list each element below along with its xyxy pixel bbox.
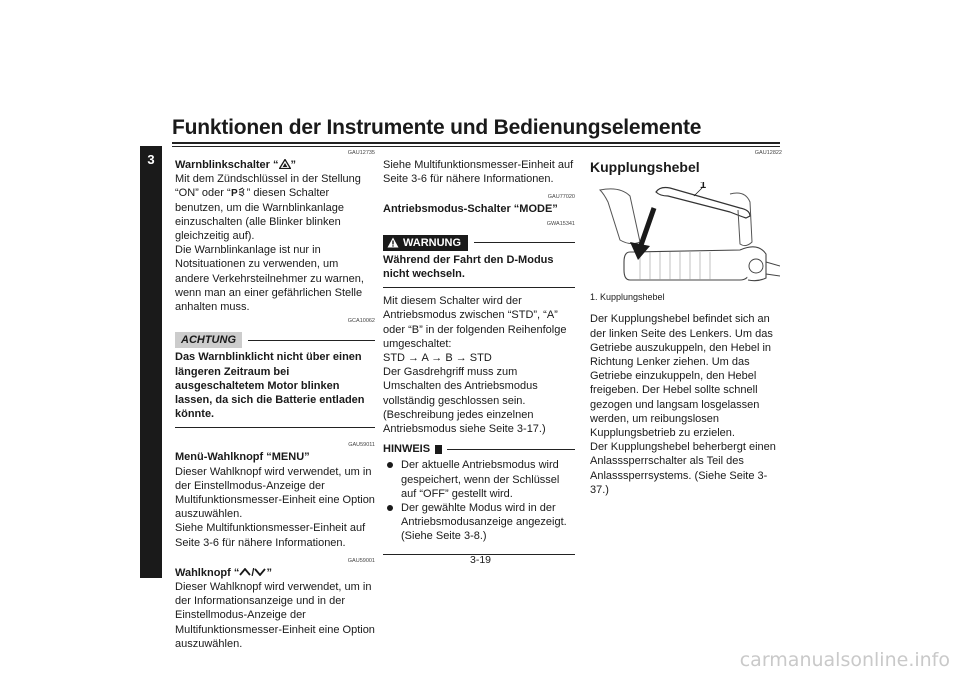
section-heading-selector (175, 566, 375, 580)
warnung-badge (383, 235, 468, 251)
warning-triangle-icon (387, 237, 399, 248)
clutch-lever-figure (590, 182, 780, 282)
paragraph: Siehe Multifunktionsmesser-Einheit auf Seite 3-6 für nähere Informationen. (383, 159, 574, 186)
text: ” diesen Schalter benutzen, um die Warnblinkanlage einzuschalten (alle Blinker blinken gleichzeitig auf). (175, 187, 344, 243)
achtung-text: Das Warnblinklicht nicht über einen längeren Zeitraum bei ausgeschaltetem Motor blinken lassen, da sich die Batterie entladen könnte. (175, 351, 365, 421)
figure-callout: 1 (700, 182, 707, 192)
paragraph: Die Warnblinkanlage ist nur in Notsituationen zu verwenden, um andere Verkehrsteilnehmer zu warnen, wenn man an einer gefährlichen Stelle anhalten muss. (175, 244, 364, 314)
column-1 (175, 150, 375, 651)
heading-text: ” (290, 159, 297, 171)
clutch-lever-illustration (590, 182, 780, 282)
paragraph: Mit diesem Schalter wird der Antriebsmodus zwischen “STD”, “A” oder “B” in der folgenden Reihenfolge umgeschaltet: (383, 295, 567, 350)
warnung-box-header (383, 235, 575, 251)
divider (383, 287, 575, 288)
paragraph: Siehe Multifunktionsmesser-Einheit auf Seite 3-6 für nähere Informationen. (175, 522, 366, 549)
paragraph: Der Kupplungshebel befindet sich an der linken Seite des Lenkers. Um das Getriebe auszukuppeln, den Hebel in Richtung Lenker ziehen. Um das Getriebe einzukuppeln, den Hebel freigeben. Der Hebel sollte schnell gezogen und langsam losgelassen werden, um reibungslosen Kupplungsbetrieb zu erzielen. (590, 313, 773, 440)
ref-code: GWA15341 (546, 220, 575, 227)
figure-caption: 1. Kupplungshebel (590, 292, 665, 303)
hinweis-label: HINWEIS (383, 443, 431, 456)
heading-text: Wahlknopf “ (175, 566, 240, 579)
ref-code: GAU59001 (347, 557, 375, 564)
column-2 (383, 158, 575, 561)
divider (474, 242, 575, 243)
heading-text: / (251, 566, 255, 579)
page-title: Funktionen der Instrumente und Bedienungselemente (172, 116, 702, 139)
ref-code: GCA10062 (347, 318, 375, 325)
divider (175, 427, 375, 428)
section-heading-clutch: Kupplungshebel (590, 159, 700, 175)
chevron-up-icon (239, 568, 251, 576)
section-heading-hazard (175, 158, 375, 172)
chevron-down-icon (254, 568, 266, 576)
paragraph: Der Kupplungshebel beherbergt einen Anlasssperrschalter als Teil des Anlasssperrsystems. (Siehe Seite 3-37.) (590, 441, 776, 496)
section-heading-mode: Antriebsmodus-Schalter “MODE” (383, 203, 558, 216)
parking-light-icon (231, 187, 247, 197)
hinweis-header (383, 442, 575, 456)
mode-sequence: STD → A → B → STD (383, 352, 492, 365)
paragraph: Der Gasdrehgriff muss zum Umschalten des Antriebsmodus vollständig geschlossen sein. (Beschreibung jedes einzelnen Antriebsmodus siehe Seite 3-17.) (383, 366, 546, 436)
header-rule-thin (172, 146, 780, 147)
achtung-badge: ACHTUNG (175, 332, 242, 348)
svg-text:P: P (230, 188, 238, 198)
divider (248, 340, 375, 341)
chapter-tab (140, 146, 162, 578)
heading-text: Warnblinkschalter “ (175, 159, 279, 171)
warnung-label: WARNUNG (403, 236, 462, 249)
chapter-number: 3 (147, 152, 155, 167)
paragraph: Dieser Wahlknopf wird verwendet, um in der Einstellmodus-Anzeige der Multifunktionsmesser-Einheit eine Option auszuwählen. (175, 465, 375, 521)
section-heading-menu: Menü-Wahlknopf “MENU” (175, 451, 310, 464)
watermark: carmanualsonline.info (739, 649, 950, 671)
page-number: 3-19 (470, 554, 492, 566)
header-rule (172, 142, 780, 144)
hinweis-list (383, 458, 575, 543)
paragraph (175, 172, 375, 243)
heading-text: ” (266, 566, 272, 579)
text: Mit dem Zündschlüssel in der Stellung “ON” oder “ (175, 173, 361, 200)
paragraph: Dieser Wahlknopf wird verwendet, um in der Informationsanzeige und in der Einstellmodus-Anzeige der Multifunktionsmesser-Einheit eine Option auszuwählen. (175, 581, 375, 650)
ref-code: GAU59011 (348, 442, 375, 449)
ref-code: GAU12822 (754, 150, 782, 156)
list-item: Der aktuelle Antriebsmodus wird gespeichert, wenn der Schlüssel auf “OFF” gestellt wird. (383, 458, 575, 501)
ref-code: GAU77020 (547, 194, 575, 201)
hinweis-icon (434, 444, 443, 455)
list-item: Der gewählte Modus wird in der Antriebsmodusanzeige angezeigt. (Siehe Seite 3-8.) (383, 501, 575, 544)
ref-code: GAU12735 (347, 150, 375, 156)
divider (447, 449, 575, 450)
hazard-triangle-icon (279, 159, 291, 169)
column-3 (590, 150, 782, 497)
achtung-box-header (175, 332, 375, 348)
warnung-text: Während der Fahrt den D-Modus nicht wechseln. (383, 253, 554, 281)
